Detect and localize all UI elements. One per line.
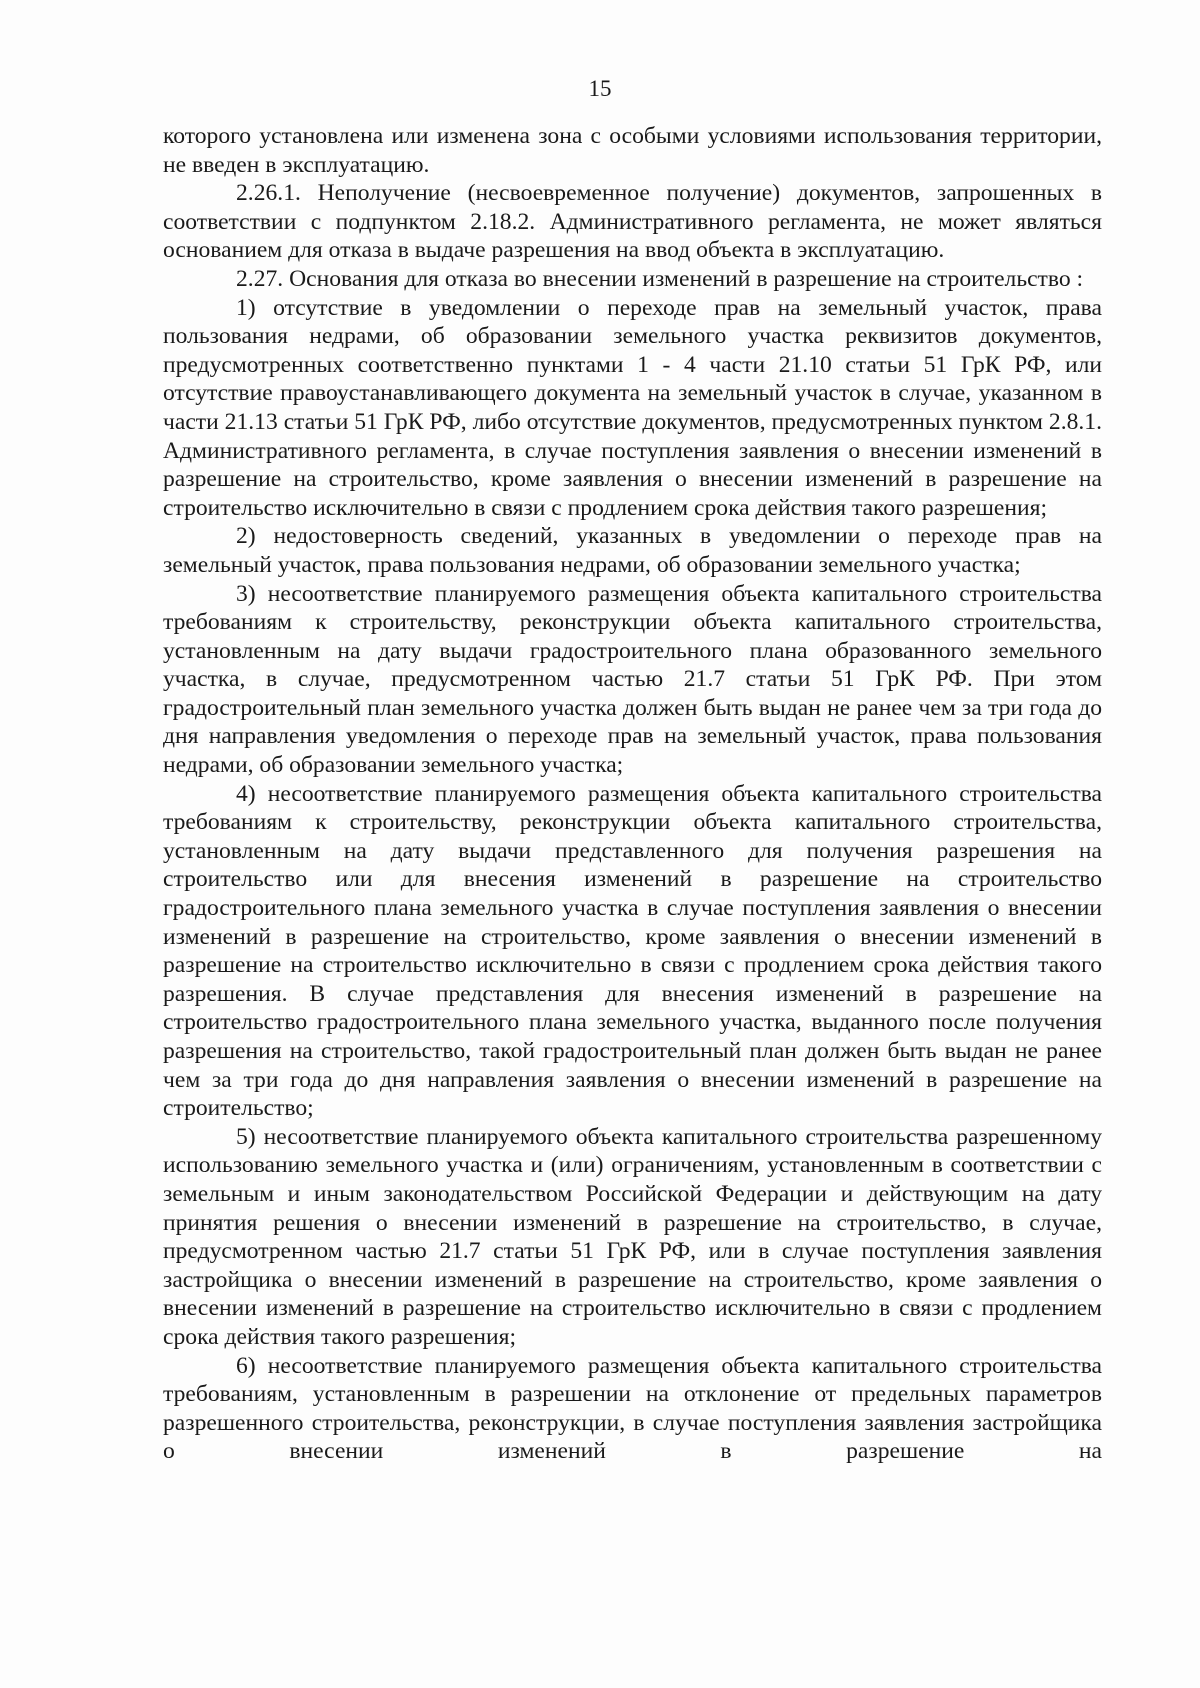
paragraph-2-26-1: 2.26.1. Неполучение (несвоевременное получение) документов, запрошенных в соответствии с подпунктом 2.18.2. Административного регламента, не может являться основанием для отказа в выдаче разрешения на ввод объекта в эксплуатацию. (163, 180, 1102, 264)
list-item-3: 3) несоответствие планируемого размещения объекта капитального строительства требованиям к строительству, реконструкции объекта капитального строительства, установленным на дату выдачи градостроительного плана образованного земельного участка, в случае, предусмотренном частью 21.7 статьи 51 ГрК РФ. При этом градостроительный план земельного участка должен быть выдан не ранее чем за три года до дня направления уведомления о переходе прав на земельный участок, права пользования недрами, об образовании земельного участка; (163, 580, 1102, 779)
list-item-6: 6) несоответствие планируемого размещения объекта капитального строительства требованиям, установленным в разрешении на отклонение от предельных параметров разрешенного строительства, реконструкции, в случае поступления заявления застройщика о внесении изменений в разрешение на (163, 1352, 1102, 1465)
paragraph-2-27: 2.27. Основания для отказа во внесении изменений в разрешение на строительство : (236, 265, 1084, 292)
list-item-2: 2) недостоверность сведений, указанных в уведомлении о переходе прав на земельный участок, права пользования недрами, об образовании земельного участка; (163, 523, 1102, 578)
list-item-4: 4) несоответствие планируемого размещения объекта капитального строительства требованиям к строительству, реконструкции объекта капитального строительства, установленным на дату выдачи представленного для получения разрешения на строительство или для внесения изменений в разрешение на строительство градостроительного плана земельного участка в случае поступления заявления о внесении изменений в разрешение на строительство, кроме заявления о внесении изменений в разрешение на строительство исключительно в связи с продлением срока действия такого разрешения. В случае представления для внесения изменений в разрешение на строительство градостроительного плана земельного участка, выданного после получения разрешения на строительство, такой градостроительный план должен быть выдан не ранее чем за три года до дня направления заявления о внесении изменений в разрешение на строительство; (163, 780, 1102, 1122)
page-number: 15 (588, 76, 612, 101)
paragraph-continuation: которого установлена или изменена зона с особыми условиями использования территории, не введен в эксплуатацию. (163, 123, 1102, 178)
list-item-5: 5) несоответствие планируемого объекта капитального строительства разрешенному использованию земельного участка и (или) ограничениям, установленным в соответствии с земельным и иным законодательством Российской Федерации и действующим на дату принятия решения о внесении изменений в разрешение на строительство, в случае, предусмотренном частью 21.7 статьи 51 ГрК РФ, или в случае поступления заявления застройщика о внесении изменений в разрешение на строительство, кроме заявления о внесении изменений в разрешение на строительство исключительно в связи с продлением срока действия такого разрешения; (163, 1123, 1102, 1350)
document-body (163, 122, 1102, 1466)
list-item-1: 1) отсутствие в уведомлении о переходе прав на земельный участок, права пользования недрами, об образовании земельного участка реквизитов документов, предусмотренных соответственно пунктами 1 - 4 части 21.10 статьи 51 ГрК РФ, или отсутствие правоустанавливающего документа на земельный участок в случае, указанном в части 21.13 статьи 51 ГрК РФ, либо отсутствие документов, предусмотренных пунктом 2.8.1. Административного регламента, в случае поступления заявления о внесении изменений в разрешение на строительство, кроме заявления о внесении изменений в разрешение на строительство исключительно в связи с продлением срока действия такого разрешения; (163, 294, 1102, 521)
